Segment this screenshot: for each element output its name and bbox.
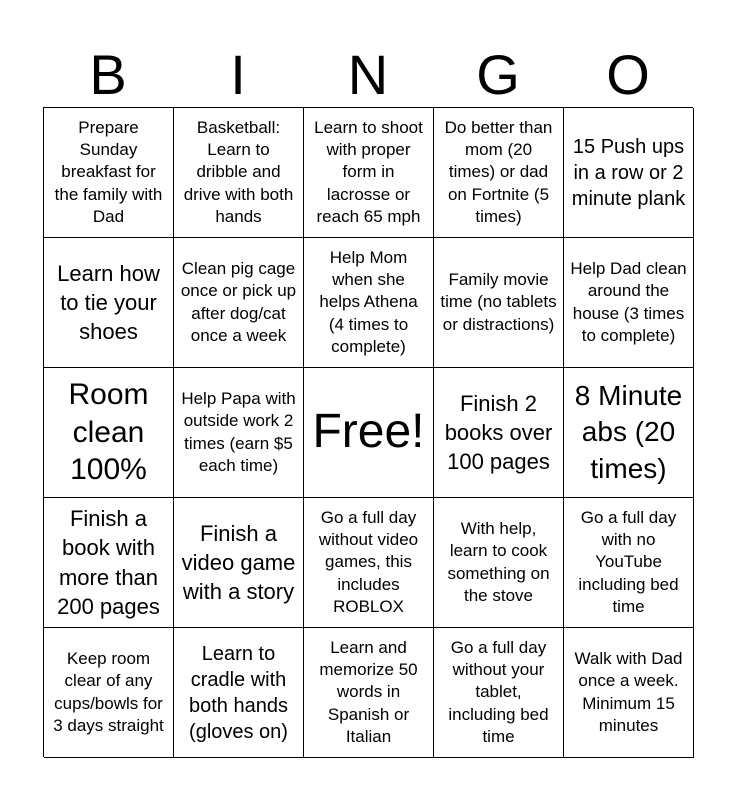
bingo-cell: Help Dad clean around the house (3 times to complete)	[564, 238, 694, 368]
bingo-cell: Clean pig cage once or pick up after dog/cat once a week	[174, 238, 304, 368]
bingo-cell: With help, learn to cook something on the stove	[434, 498, 564, 628]
bingo-cell: Basketball: Learn to dribble and drive with both hands	[174, 108, 304, 238]
bingo-cell: Finish a book with more than 200 pages	[44, 498, 174, 628]
bingo-cell: Go a full day without your tablet, including bed time	[434, 628, 564, 758]
bingo-cell: Walk with Dad once a week. Minimum 15 minutes	[564, 628, 694, 758]
bingo-header	[43, 44, 693, 106]
bingo-cell: Help Mom when she helps Athena (4 times to complete)	[304, 238, 434, 368]
header-letter-b: B	[89, 43, 127, 106]
bingo-cell: 15 Push ups in a row or 2 minute plank	[564, 108, 694, 238]
bingo-cell: Learn and memorize 50 words in Spanish or Italian	[304, 628, 434, 758]
free-space: Free!	[304, 368, 434, 498]
bingo-cell: Room clean 100%	[44, 368, 174, 498]
bingo-cell: Learn how to tie your shoes	[44, 238, 174, 368]
bingo-cell: Learn to cradle with both hands (gloves on)	[174, 628, 304, 758]
bingo-cell: Keep room clear of any cups/bowls for 3 days straight	[44, 628, 174, 758]
bingo-cell: Finish 2 books over 100 pages	[434, 368, 564, 498]
bingo-cell: Do better than mom (20 times) or dad on Fortnite (5 times)	[434, 108, 564, 238]
header-letter-g: G	[476, 43, 520, 106]
header-letter-o: O	[606, 43, 650, 106]
bingo-cell: 8 Minute abs (20 times)	[564, 368, 694, 498]
bingo-cell: Finish a video game with a story	[174, 498, 304, 628]
bingo-board	[43, 107, 693, 757]
bingo-cell: Prepare Sunday breakfast for the family with Dad	[44, 108, 174, 238]
bingo-cell: Learn to shoot with proper form in lacrosse or reach 65 mph	[304, 108, 434, 238]
header-letter-i: I	[230, 43, 246, 106]
bingo-cell: Help Papa with outside work 2 times (earn $5 each time)	[174, 368, 304, 498]
bingo-cell: Go a full day with no YouTube including bed time	[564, 498, 694, 628]
bingo-cell: Go a full day without video games, this includes ROBLOX	[304, 498, 434, 628]
header-letter-n: N	[347, 43, 389, 106]
bingo-cell: Family movie time (no tablets or distractions)	[434, 238, 564, 368]
